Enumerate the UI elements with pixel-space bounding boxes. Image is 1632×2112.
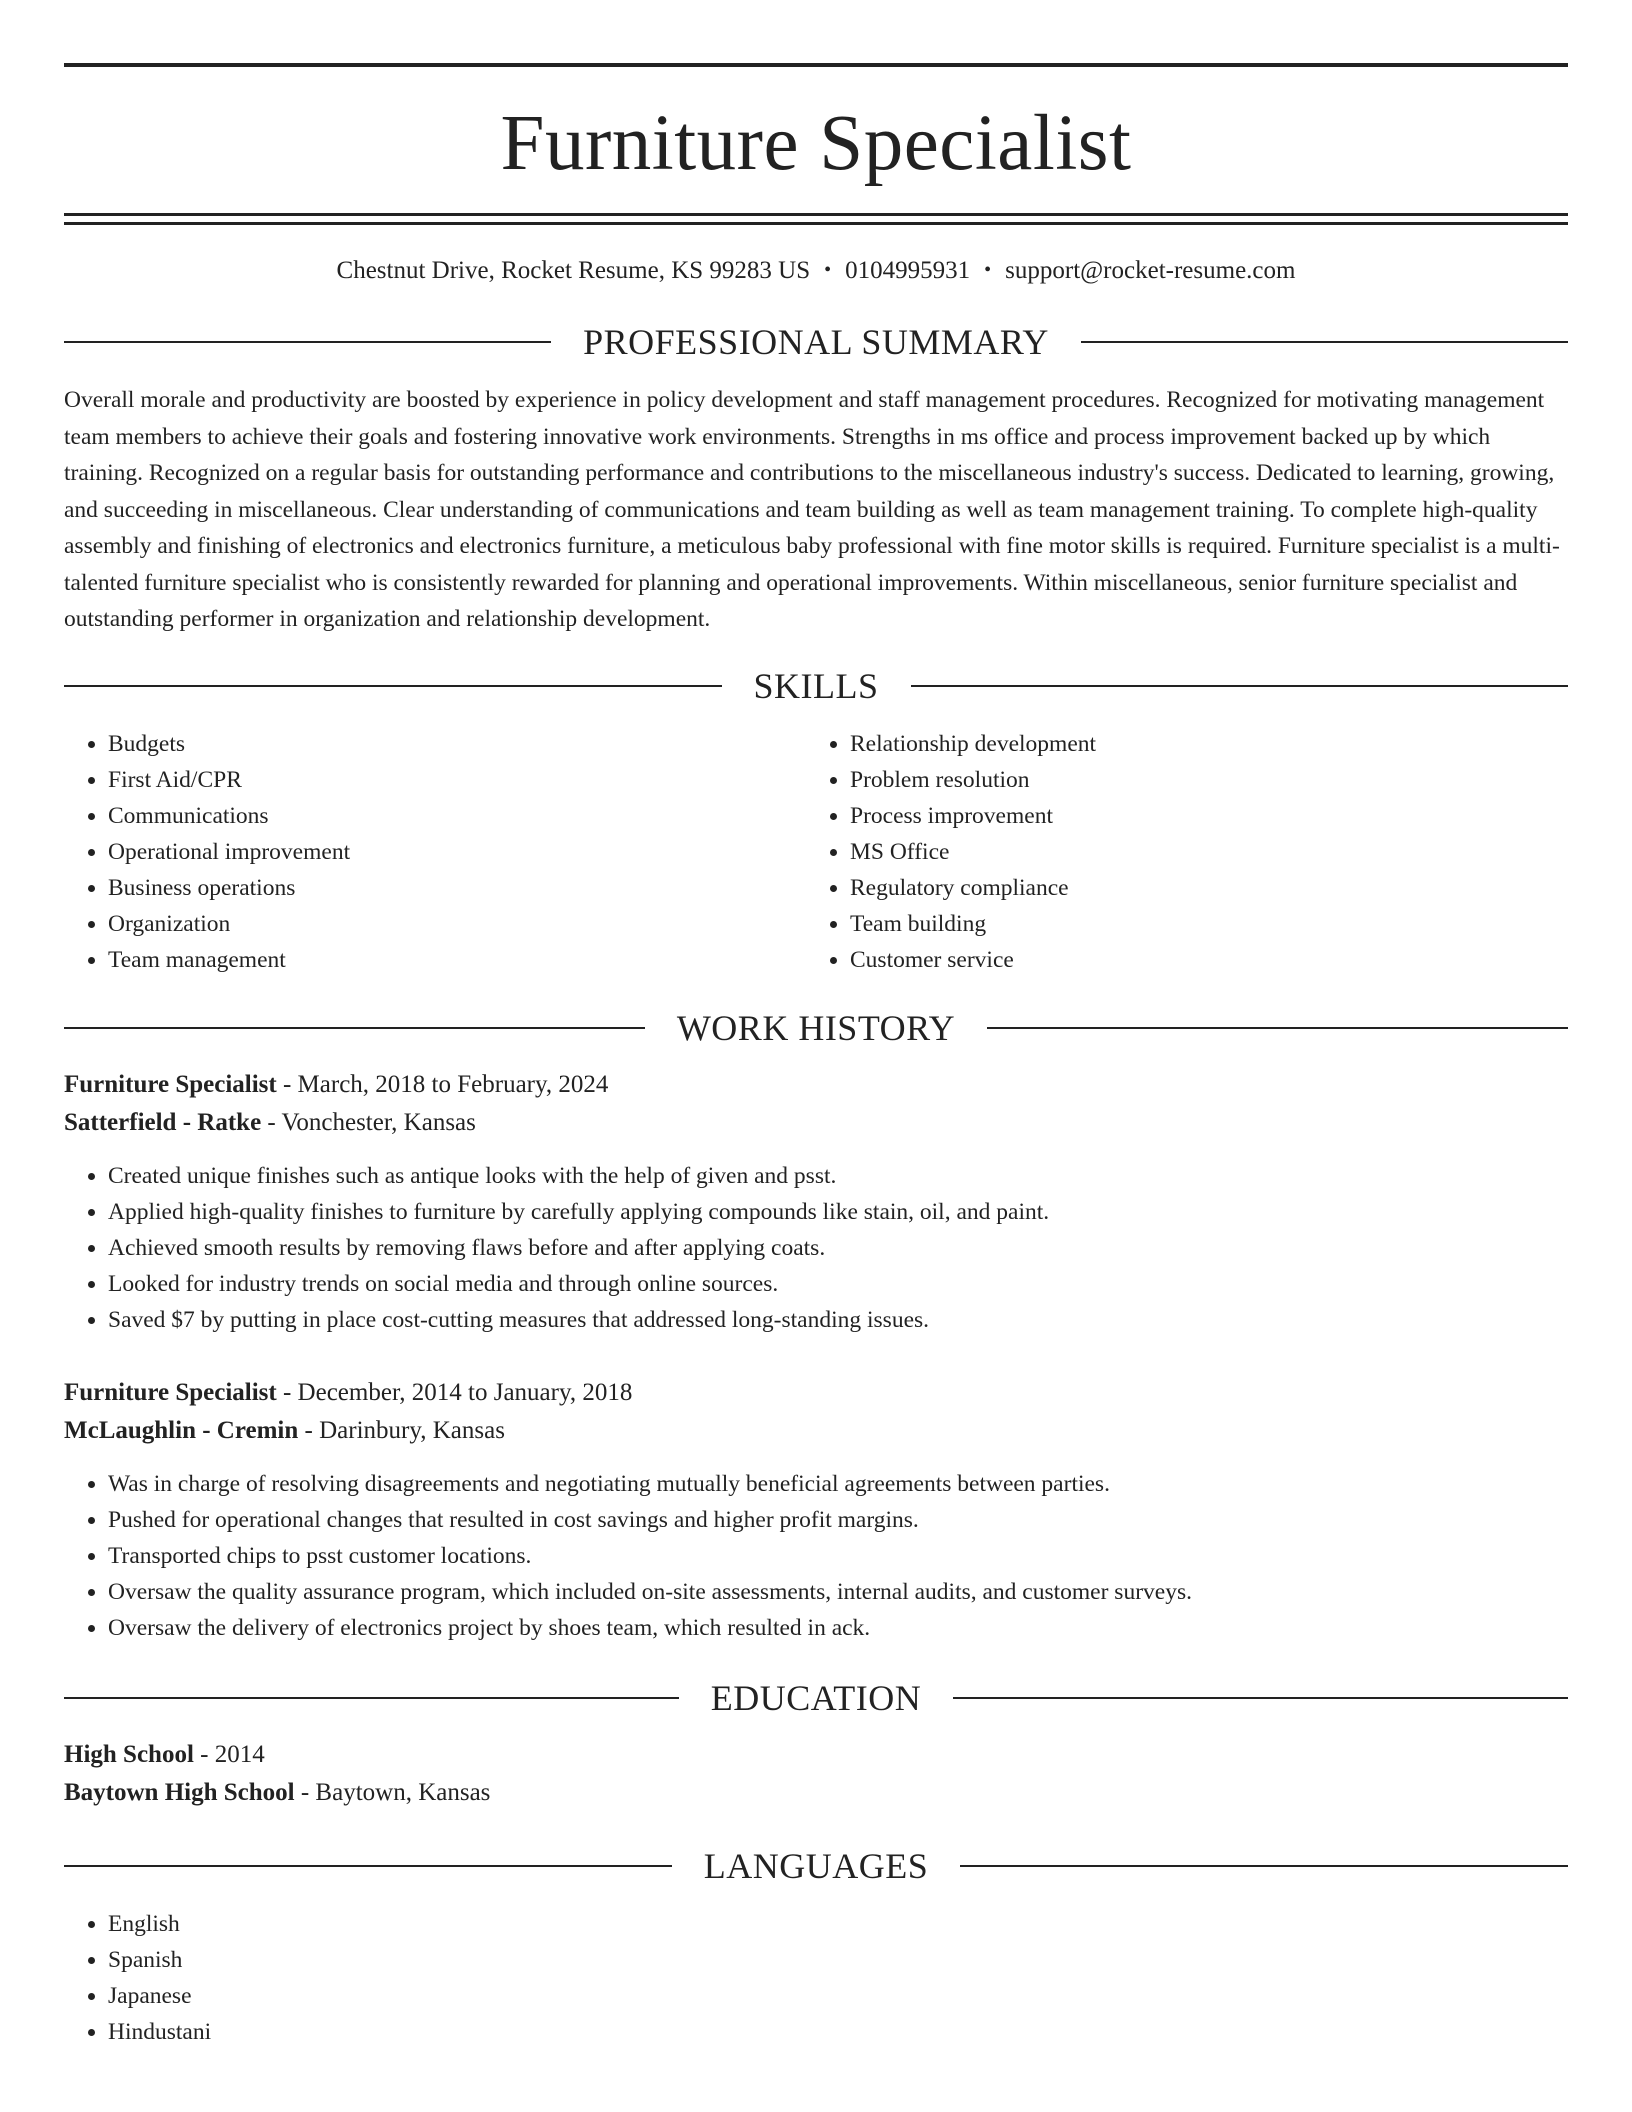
heading-rule [1081, 341, 1568, 343]
skill-item: • Business operations [108, 870, 806, 906]
heading-rule [64, 341, 551, 343]
job-title: Furniture Specialist [64, 1378, 277, 1406]
job-entry [64, 1066, 1568, 1338]
job-bullet: • Looked for industry trends on social media and through online sources. [108, 1266, 1568, 1302]
job-location: - Vonchester, Kansas [261, 1108, 476, 1136]
contact-address: Chestnut Drive, Rocket Resume, KS 99283 US [336, 257, 811, 284]
education-location: - Baytown, Kansas [294, 1778, 491, 1806]
education-entry [64, 1736, 1568, 1812]
job-dates: - March, 2018 to February, 2024 [276, 1070, 609, 1098]
skill-item: • Process improvement [850, 798, 1548, 834]
heading-rule [960, 1865, 1568, 1867]
contact-separator: • [824, 259, 832, 281]
job-bullet: • Applied high-quality finishes to furniture by carefully applying compounds like stain, oil, and paint. [108, 1194, 1568, 1230]
job-dates: - December, 2014 to January, 2018 [276, 1378, 633, 1406]
skill-item: • Team management [108, 942, 806, 978]
skill-item: • Relationship development [850, 726, 1548, 762]
job-company: Satterfield - Ratke [64, 1108, 262, 1136]
skill-item: • Operational improvement [108, 834, 806, 870]
education-degree-line [64, 1736, 1568, 1774]
skill-item: • Budgets [108, 726, 806, 762]
education-school: Baytown High School [64, 1778, 295, 1806]
header-bottom-rule-second [64, 222, 1568, 225]
section-heading-work-history [64, 1007, 1568, 1048]
heading-rule [987, 1027, 1568, 1029]
languages-list [64, 1906, 1568, 2050]
section-title: WORK HISTORY [676, 1007, 956, 1048]
section-heading-summary [64, 324, 1568, 360]
skill-item: • Team building [850, 906, 1548, 942]
education-degree: High School [64, 1740, 194, 1768]
job-location: - Darinbury, Kansas [298, 1416, 505, 1444]
job-bullet: • Saved $7 by putting in place cost-cutting measures that addressed long-standing issues. [108, 1302, 1568, 1338]
skill-item: • Problem resolution [850, 762, 1548, 798]
section-heading-skills [64, 665, 1568, 706]
job-title: Furniture Specialist [64, 1070, 277, 1098]
job-entry [64, 1374, 1568, 1646]
contact-email: support@rocket-resume.com [1005, 257, 1296, 284]
job-bullets [64, 1466, 1568, 1646]
language-item: • English [108, 1906, 1568, 1942]
section-title: SKILLS [753, 665, 879, 706]
job-bullet: • Achieved smooth results by removing flaws before and after applying coats. [108, 1230, 1568, 1266]
skills-list [64, 726, 1568, 978]
skill-item: • Regulatory compliance [850, 870, 1548, 906]
resume-title: Furniture Specialist [500, 100, 1132, 187]
section-heading-languages [64, 1845, 1568, 1886]
education-school-line [64, 1774, 1568, 1812]
section-heading-education [64, 1677, 1568, 1718]
language-item: • Spanish [108, 1942, 1568, 1978]
contact-separator: • [984, 259, 992, 281]
language-item: • Hindustani [108, 2014, 1568, 2050]
heading-rule [64, 685, 722, 687]
job-bullet: • Created unique finishes such as antique looks with the help of given and psst. [108, 1158, 1568, 1194]
job-title-line [64, 1066, 1568, 1104]
job-bullet: • Transported chips to psst customer locations. [108, 1538, 1568, 1574]
skill-item: • Customer service [850, 942, 1548, 978]
skill-item: • MS Office [850, 834, 1548, 870]
education-year: - 2014 [193, 1740, 265, 1768]
skills-column-right [806, 726, 1548, 978]
job-company-line [64, 1104, 1568, 1142]
heading-rule [64, 1865, 672, 1867]
job-bullet: • Pushed for operational changes that resulted in cost savings and higher profit margins. [108, 1502, 1568, 1538]
section-title: EDUCATION [710, 1677, 922, 1718]
skills-column-left [64, 726, 806, 978]
section-title: LANGUAGES [703, 1845, 929, 1886]
job-bullet: • Oversaw the quality assurance program, which included on-site assessments, internal audits, and customer surveys. [108, 1574, 1568, 1610]
job-title-line [64, 1374, 1568, 1412]
section-title: PROFESSIONAL SUMMARY [583, 322, 1049, 362]
heading-rule [953, 1697, 1568, 1699]
job-company: McLaughlin - Cremin [64, 1416, 299, 1444]
heading-rule [911, 685, 1569, 687]
job-bullet: • Was in charge of resolving disagreements and negotiating mutually beneficial agreements between parties. [108, 1466, 1568, 1502]
header-bottom-rule [64, 213, 1568, 216]
job-bullet: • Oversaw the delivery of electronics project by shoes team, which resulted in ack. [108, 1610, 1568, 1646]
language-item: • Japanese [108, 1978, 1568, 2014]
skill-item: • Organization [108, 906, 806, 942]
skill-item: • First Aid/CPR [108, 762, 806, 798]
heading-rule [64, 1697, 679, 1699]
contact-line [64, 256, 1568, 286]
skill-item: • Communications [108, 798, 806, 834]
job-bullets [64, 1158, 1568, 1338]
job-company-line [64, 1412, 1568, 1450]
contact-phone: 0104995931 [845, 257, 971, 284]
summary-paragraph: Overall morale and productivity are boosted by experience in policy development and staff management procedures. Recognized for motivating management team members to achieve their goals and fostering innovative work environments. Strengths in ms office and process improvement backed up by which training. Recognized on a regular basis for outstanding performance and contributions to the miscellaneous industry's success. Dedicated to learning, growing, and succeeding in miscellaneous. Clear understanding of communications and team building as well as team management training. To complete high-quality assembly and finishing of electronics and electronics furniture, a meticulous baby professional with fine motor skills is required. Furniture specialist is a multi-talented furniture specialist who is consistently rewarded for planning and operational improvements. Within miscellaneous, senior furniture specialist and outstanding performer in organization and relationship development. [64, 387, 1560, 632]
heading-rule [64, 1027, 645, 1029]
